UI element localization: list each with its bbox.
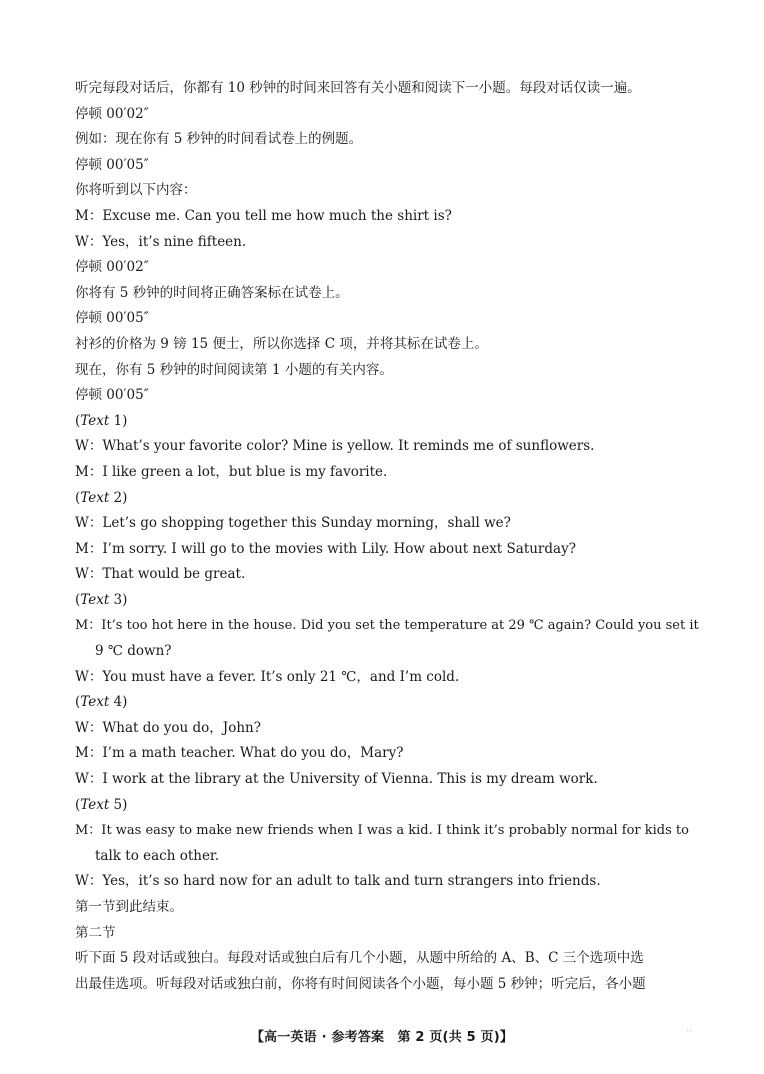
text-section-label: (Text 5): [75, 796, 128, 813]
transcript-line: W：That would be great.: [75, 566, 246, 583]
transcript-line: W：I work at the library at the University of Vienna. This is my dream work.: [75, 771, 598, 788]
transcript-line: 第二节: [75, 924, 116, 941]
transcript-line: M：I’m sorry. I will go to the movies with Lily. How about next Saturday?: [75, 540, 576, 557]
text-section-label: (Text 1): [75, 412, 128, 429]
transcript-line: 第一节到此结束。: [75, 899, 183, 915]
text-label-word: Text: [80, 694, 110, 711]
transcript-line: M：I’m a math teacher. What do you do，Mary?: [75, 745, 404, 762]
transcript-line: 你将有 5 秒钟的时间将正确答案标在试卷上。: [75, 284, 349, 301]
text-section-label: (Text 3): [75, 591, 128, 608]
text-label-word: Text: [80, 489, 110, 506]
transcript-line: M：I like green a lot，but blue is my favorite.: [75, 463, 388, 480]
corner-mark: ..: [686, 1024, 692, 1034]
text-section-label: (Text 4): [75, 694, 128, 711]
transcript-line: 听完每段对话后，你都有 10 秒钟的时间来回答有关小题和阅读下一小题。每段对话仅读一遍。: [75, 80, 641, 96]
transcript-line: 现在，你有 5 秒钟的时间阅读第 1 小题的有关内容。: [75, 361, 393, 378]
page-footer: 【高一英语 · 参考答案 第 2 页(共 5 页)】: [250, 1030, 514, 1045]
transcript-line: 9 ℃ down?: [95, 643, 172, 660]
text-label-word: Text: [80, 591, 110, 608]
transcript-line: W：You must have a fever. It’s only 21 ℃，and I’m cold.: [75, 668, 460, 685]
transcript-line: 出最佳选项。听每段对话或独白前，你将有时间阅读各个小题，每小题 5 秒钟；听完后，各小题: [75, 975, 646, 992]
transcript-line: M：Excuse me. Can you tell me how much the shirt is?: [75, 207, 452, 224]
transcript-line: W：What’s your favorite color? Mine is yellow. It reminds me of sunflowers.: [75, 438, 595, 455]
transcript-line: W：Yes，it’s nine fifteen.: [75, 233, 247, 250]
transcript-line: 停顿 00′05″: [75, 310, 149, 327]
transcript-line: W：Let’s go shopping together this Sunday morning，shall we?: [75, 515, 511, 532]
transcript-line: 例如：现在你有 5 秒钟的时间看试卷上的例题。: [75, 131, 363, 148]
transcript-line: M：It was easy to make new friends when I was a kid. I think it’s probably normal for kids to: [75, 823, 689, 839]
text-label-word: Text: [80, 412, 110, 429]
transcript-line: 停顿 00′02″: [75, 259, 149, 276]
transcript-line: M：It’s too hot here in the house. Did you set the temperature at 29 ℃ again? Could you set it: [75, 618, 699, 634]
transcript-body: [75, 76, 700, 997]
transcript-line: 停顿 00′05″: [75, 387, 149, 404]
transcript-line: 听下面 5 段对话或独白。每段对话或独白后有几个小题，从题中所给的 A、B、C 三个选项中选: [75, 950, 644, 967]
text-section-label: (Text 2): [75, 489, 128, 506]
transcript-line: 衬衫的价格为 9 镑 15 便士，所以你选择 C 项，并将其标在试卷上。: [75, 335, 488, 352]
transcript-line: 停顿 00′05″: [75, 156, 149, 173]
transcript-line: talk to each other.: [95, 847, 220, 864]
transcript-line: W：What do you do，John?: [75, 719, 261, 736]
transcript-line: 停顿 00′02″: [75, 105, 149, 122]
transcript-line: W：Yes，it’s so hard now for an adult to talk and turn strangers into friends.: [75, 873, 601, 890]
transcript-line: 你将听到以下内容：: [75, 182, 197, 199]
text-label-word: Text: [80, 796, 110, 813]
